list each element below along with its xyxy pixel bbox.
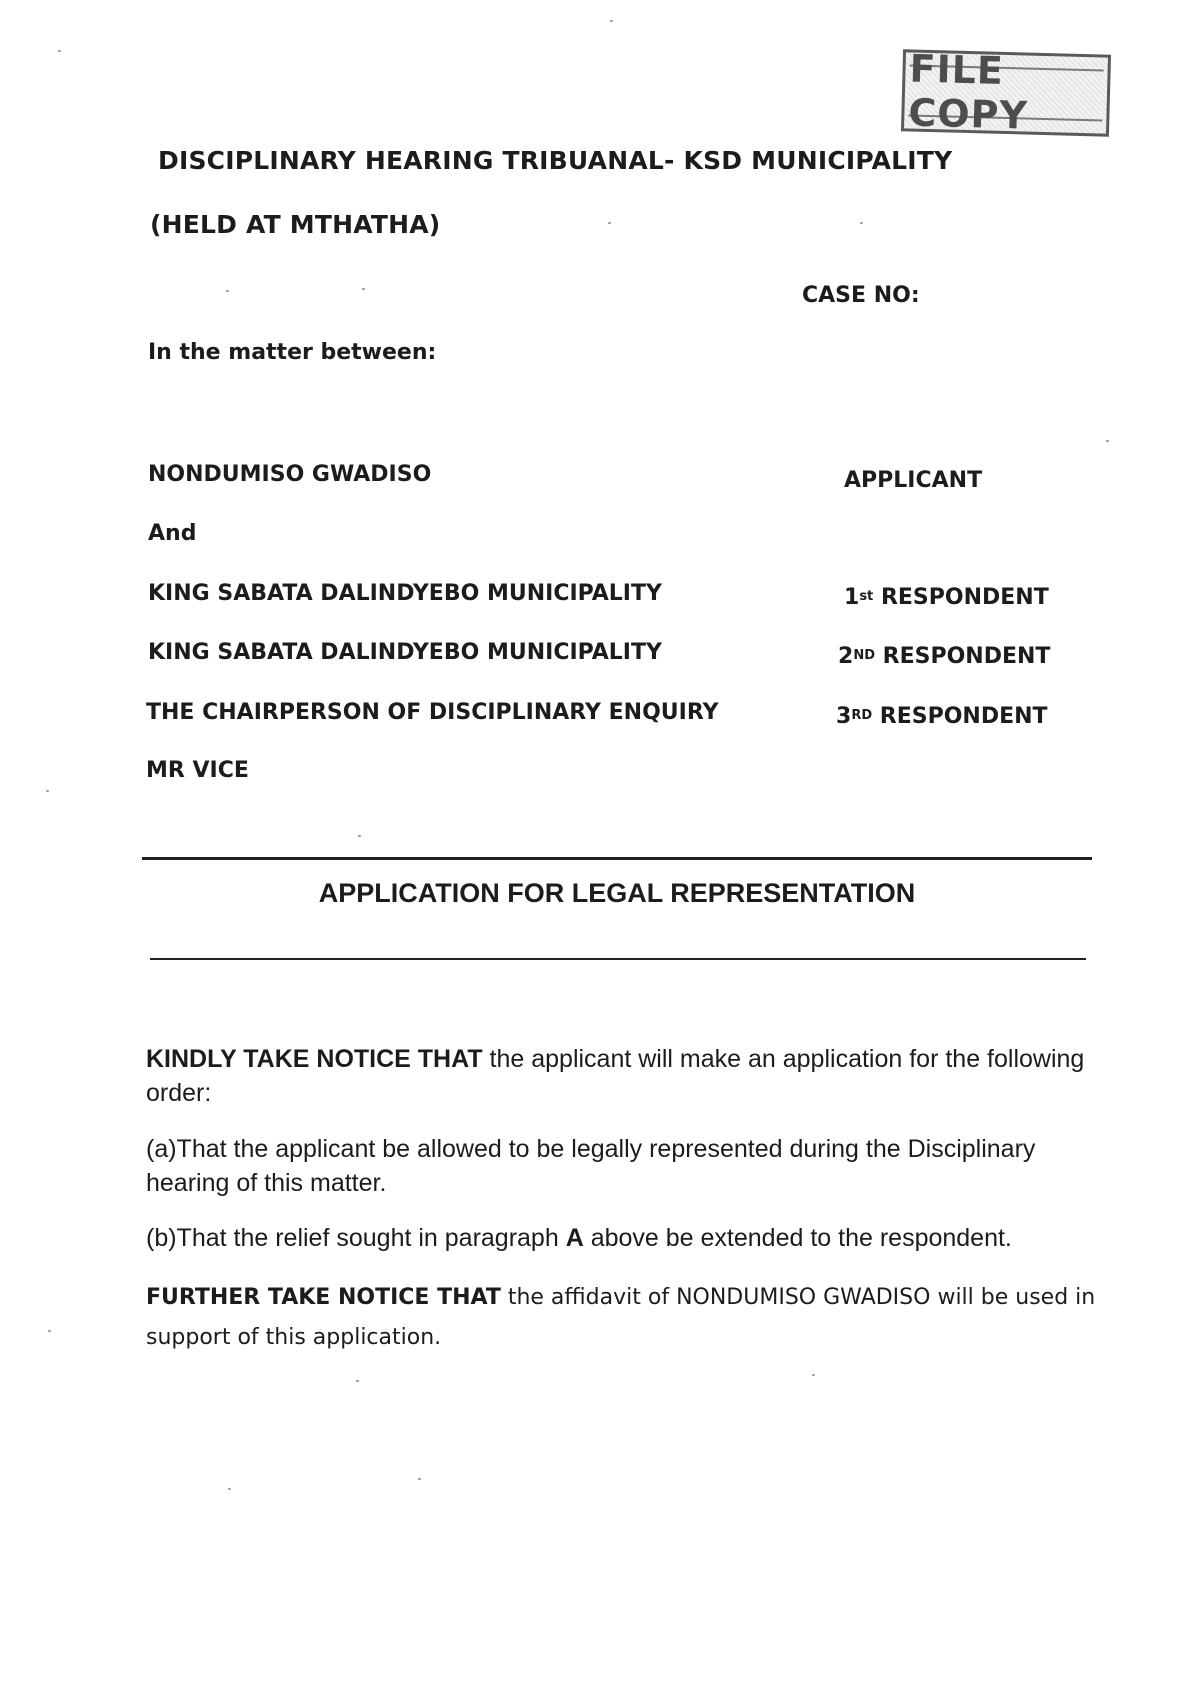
applicant-name: NONDUMISO GWADISO [148,462,432,487]
notice-lead: KINDLY TAKE NOTICE THAT [146,1045,483,1073]
respondent-1-role-text: RESPONDENT [880,585,1049,610]
scan-speck [358,835,361,837]
respondent-1-name: KING SABATA DALINDYEBO MUNICIPALITY [148,581,662,606]
respondent-2-role [838,644,1050,669]
respondent-2-name: KING SABATA DALINDYEBO MUNICIPALITY [148,640,662,665]
respondent-1-ordinal-suffix: st [859,589,874,604]
scan-speck [48,1330,51,1332]
order-b-pre: (b)That the relief sought in paragraph [146,1224,566,1252]
order-b-post: above be extended to the respondent. [583,1224,1012,1252]
scan-speck [356,1380,359,1382]
title-top-rule [142,857,1092,860]
further-lead: FURTHER TAKE NOTICE THAT [146,1285,501,1310]
scan-speck [608,222,611,224]
scan-speck [46,790,49,792]
document-title: APPLICATION FOR LEGAL REPRESENTATION [318,878,916,908]
respondent-3-role [836,704,1048,729]
order-b-paragraph [146,1221,1096,1255]
applicant-role: APPLICANT [844,468,983,493]
matter-intro: In the matter between: [148,340,437,365]
scan-speck [362,288,365,290]
respondent-3-role-text: RESPONDENT [879,704,1048,729]
scan-speck [812,1374,815,1376]
title-bottom-rule [150,958,1086,960]
order-a-paragraph: (a)That the applicant be allowed to be legally represented during the Disciplinary hearing of this matter. [146,1135,1036,1197]
scan-speck [418,1478,421,1480]
scan-speck [226,290,229,292]
respondent-1-ordinal: 1 [844,585,860,610]
notice-paragraph [146,1042,1096,1110]
respondent-1-role [844,585,1049,610]
and-connector: And [148,521,197,546]
held-at-heading: (HELD AT MTHATHA) [150,210,441,239]
scan-speck [610,20,613,22]
scan-speck [58,50,61,52]
notice-rest: the applicant will make an application for the following order: [146,1045,1085,1107]
case-number-label: CASE NO: [802,283,920,308]
extra-party-name: MR VICE [146,758,249,783]
scan-speck [228,1488,231,1490]
further-notice-paragraph [146,1278,1106,1358]
scan-speck [860,222,863,224]
stamp-text: FILE COPY [908,64,1103,121]
respondent-3-name: THE CHAIRPERSON OF DISCIPLINARY ENQUIRY [146,700,719,725]
file-copy-stamp [901,46,1111,138]
further-rest: the affidavit of NONDUMISO GWADISO will be used in support of this application. [146,1285,1096,1350]
scan-speck [1106,440,1109,442]
respondent-3-ordinal: 3 [836,704,852,729]
respondent-2-role-text: RESPONDENT [882,644,1051,669]
respondent-3-ordinal-suffix: RD [851,708,873,723]
respondent-2-ordinal-suffix: ND [853,648,875,663]
tribunal-heading: DISCIPLINARY HEARING TRIBUANAL- KSD MUNICIPALITY [158,146,953,175]
respondent-2-ordinal: 2 [838,644,854,669]
order-b-bold: A [565,1224,584,1252]
